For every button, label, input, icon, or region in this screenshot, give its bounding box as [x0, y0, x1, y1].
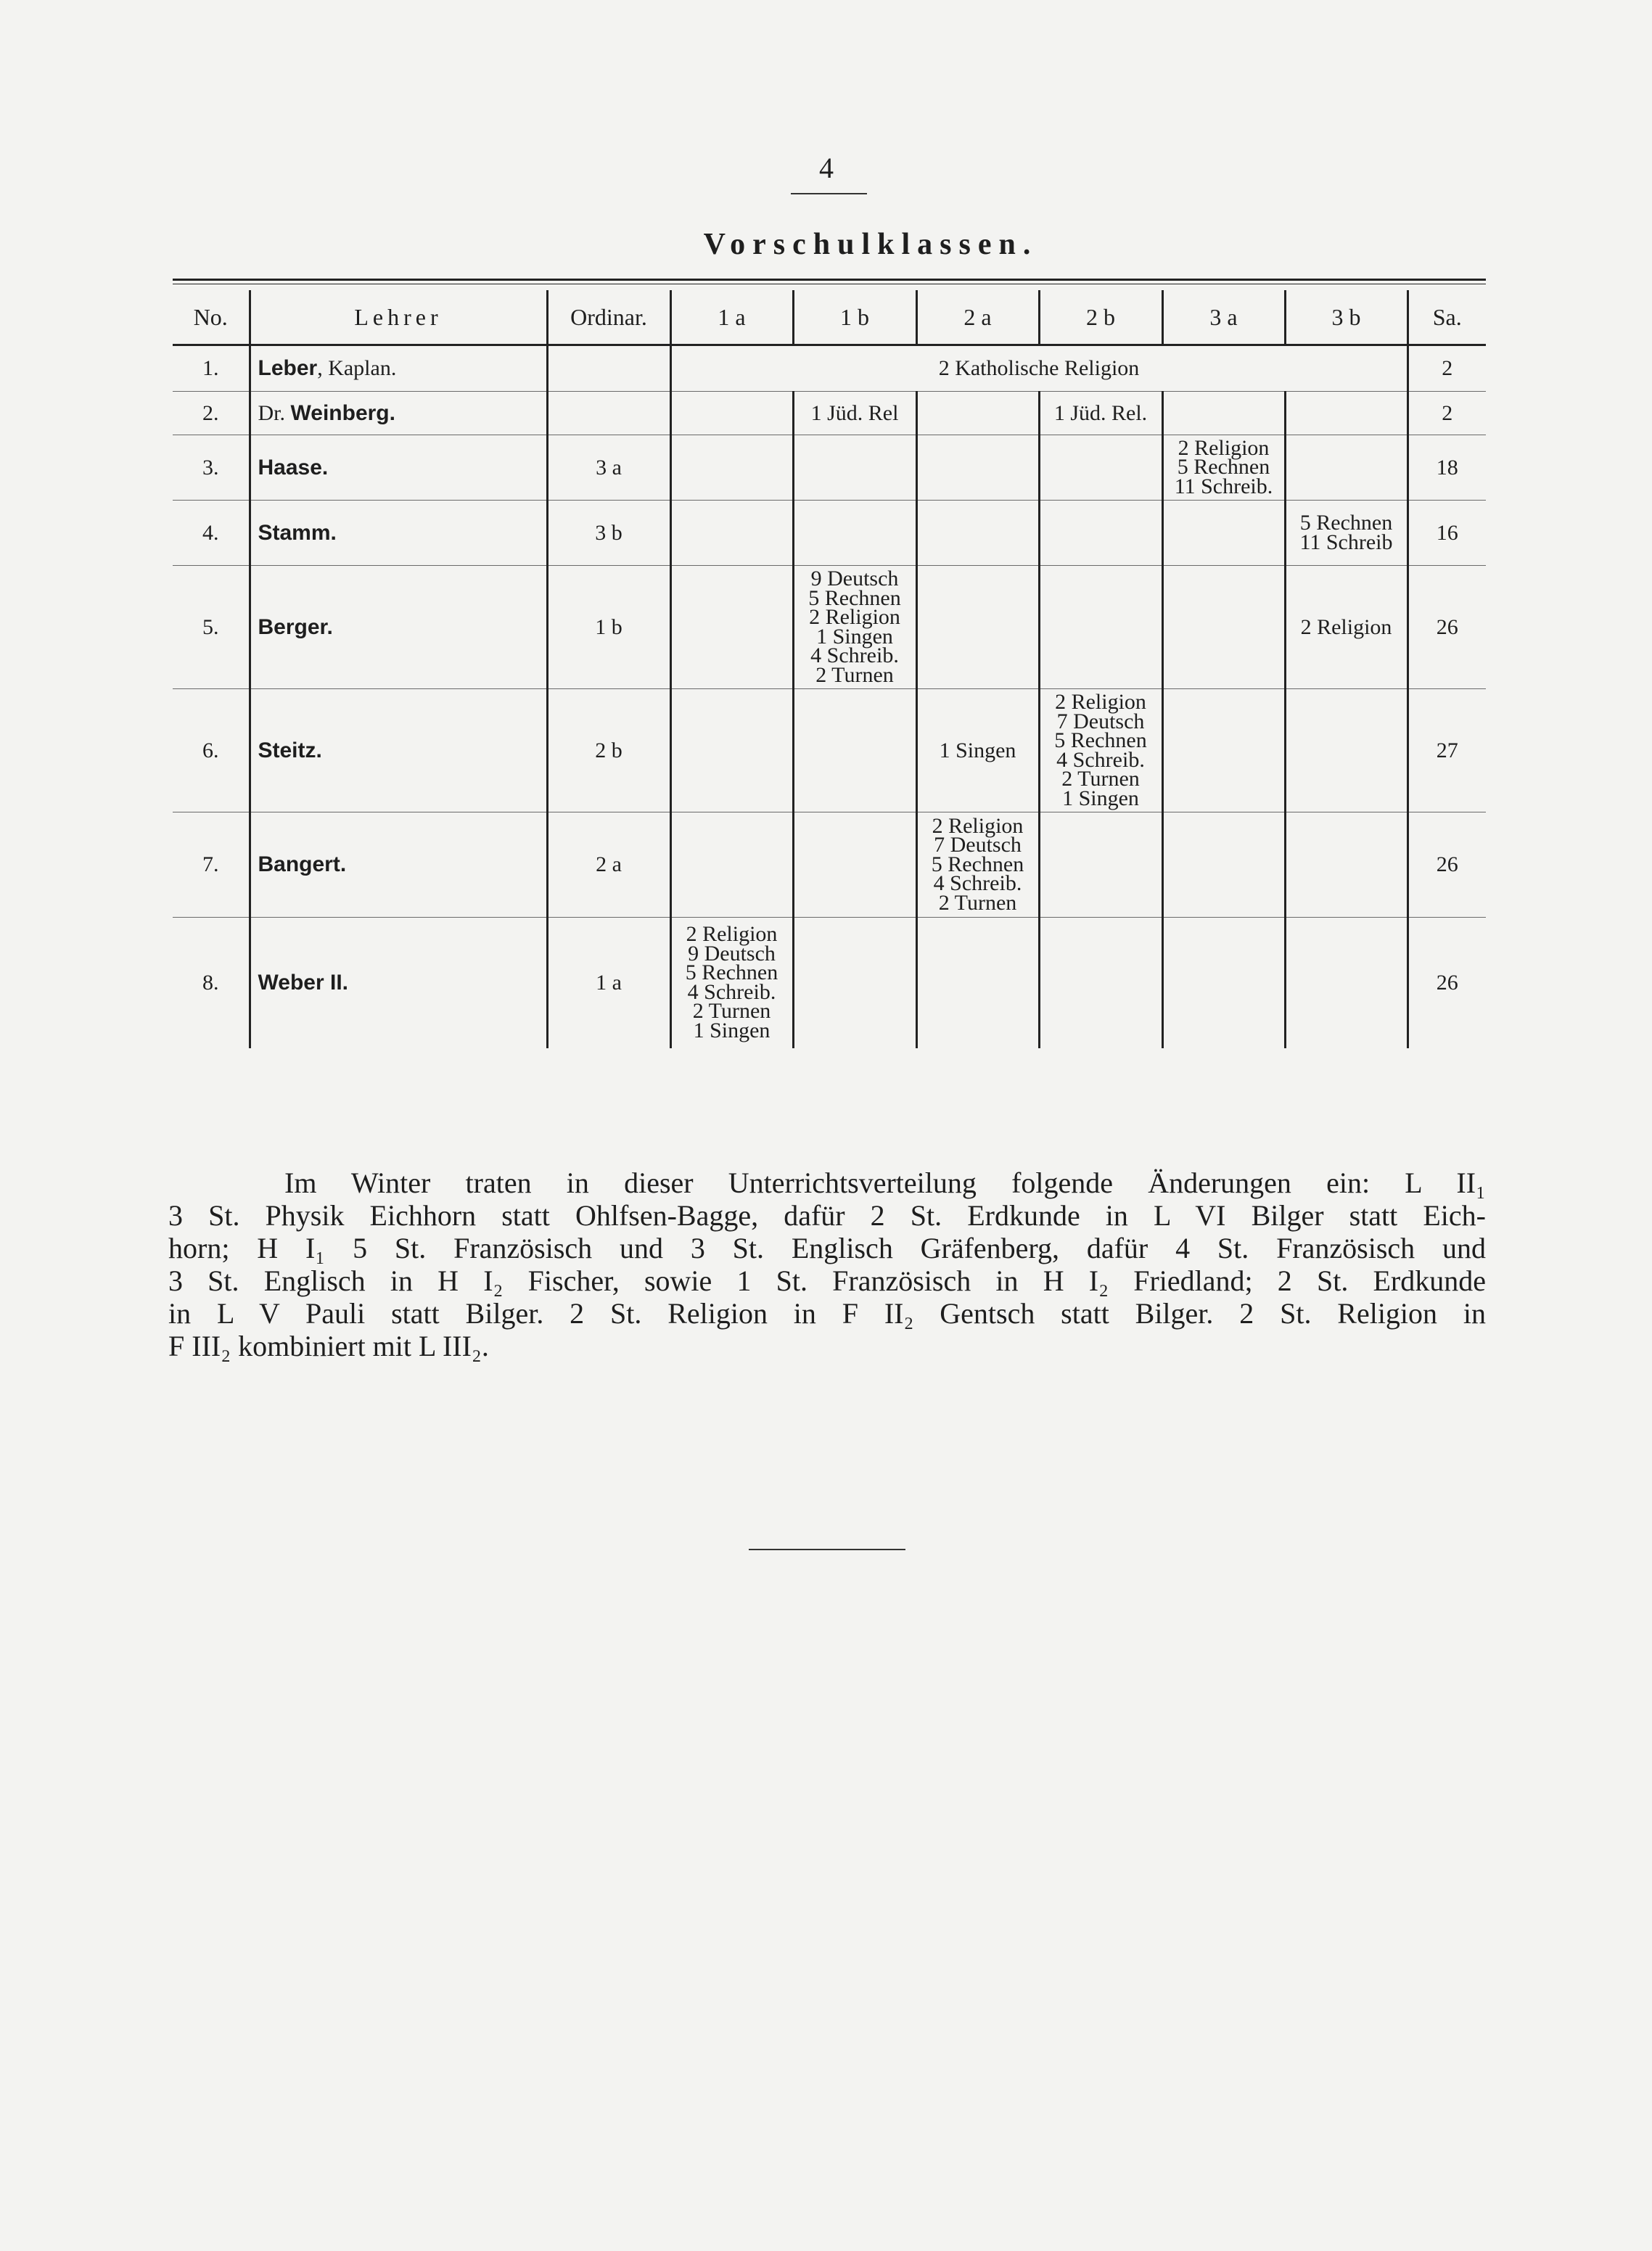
sum-cell: 26: [1408, 566, 1486, 689]
changes-paragraph: [168, 1166, 1486, 1362]
ordinar-cell: 3 a: [547, 435, 670, 501]
lesson-line: 9 Deutsch: [688, 941, 776, 966]
teacher-name: Haase.: [258, 455, 329, 480]
table-row: [173, 435, 1486, 501]
cell-3a: [1162, 918, 1285, 1048]
cell-3a: [1162, 435, 1285, 501]
teacher-name-cell: [250, 689, 547, 812]
teacher-name: Weber II.: [258, 970, 348, 995]
lesson-line: 2 Religion: [686, 922, 778, 947]
cell-1a: [670, 689, 793, 812]
cell-3b: [1285, 435, 1408, 501]
cell-2a: [916, 918, 1039, 1048]
cell-1b: [793, 689, 916, 812]
paragraph-line: Im Winter traten in dieser Unterrichtsverteilung folgende Änderungen ein: L II₁: [284, 1166, 1486, 1199]
lesson-line: 11 Schreib.: [1174, 474, 1273, 498]
header-2a: 2 a: [916, 290, 1039, 345]
lesson-line: 2 Turnen: [938, 890, 1017, 915]
lesson-line: 2 Turnen: [692, 999, 771, 1024]
lesson-line: 5 Rechnen: [1177, 455, 1270, 480]
cell-2b: [1039, 435, 1162, 501]
sum-cell: 18: [1408, 435, 1486, 501]
teacher-name-cell: [250, 566, 547, 689]
table-row: [173, 918, 1486, 1048]
cell-3b: 2 Religion: [1285, 566, 1408, 689]
cell-1b: [793, 566, 916, 689]
lesson-line: 1 Singen: [1062, 786, 1139, 810]
lesson-line: 1 Singen: [693, 1018, 770, 1042]
lesson-line: 5 Rechnen: [685, 960, 778, 985]
sum-cell: 27: [1408, 689, 1486, 812]
table-top-rule: [173, 279, 1486, 281]
sum-cell: 26: [1408, 918, 1486, 1048]
table-row: [173, 392, 1486, 435]
page-number-rule: [791, 193, 867, 194]
cell-1b: [793, 435, 916, 501]
header-3a: 3 a: [1162, 290, 1285, 345]
header-3b: 3 b: [1285, 290, 1408, 345]
lesson-line: 2 Turnen: [815, 662, 894, 687]
page-number: 4: [819, 152, 834, 184]
table-row: [173, 566, 1486, 689]
lesson-line: 4 Schreib.: [810, 643, 899, 667]
header-lehrer: Lehrer: [250, 290, 547, 345]
cell-2b: [1039, 501, 1162, 566]
row-no: 8.: [173, 918, 250, 1048]
lesson-line: 2 Turnen: [1061, 767, 1140, 791]
lesson-line: 2 Religion: [809, 605, 900, 629]
teacher-name: Steitz.: [258, 738, 322, 762]
teacher-name-cell: [250, 918, 547, 1048]
cell-1a: [670, 435, 793, 501]
sum-cell: 2: [1408, 345, 1486, 392]
header-sa: Sa.: [1408, 290, 1486, 345]
row-no: 2.: [173, 392, 250, 435]
lesson-line: 2 Religion: [1055, 690, 1146, 714]
cell-2b: [1039, 918, 1162, 1048]
cell-2b: [1039, 566, 1162, 689]
cell-2a: [916, 566, 1039, 689]
ordinar-cell: 2 b: [547, 689, 670, 812]
lesson-line: 7 Deutsch: [934, 833, 1022, 857]
teacher-name: Weinberg.: [290, 400, 395, 425]
cell-1b: [793, 812, 916, 918]
teacher-title: Dr.: [258, 400, 285, 425]
lesson-line: 4 Schreib.: [687, 979, 776, 1004]
header-ordinar: Ordinar.: [547, 290, 670, 345]
ordinar-cell: 2 a: [547, 812, 670, 918]
cell-1a: [670, 812, 793, 918]
sum-cell: 2: [1408, 392, 1486, 435]
paragraph-line: F III₂ kombiniert mit L III₂.: [168, 1330, 489, 1362]
cell-2a: [916, 812, 1039, 918]
lesson-line: 5 Rechnen: [808, 585, 901, 610]
cell-1b: [793, 501, 916, 566]
sum-cell: 26: [1408, 812, 1486, 918]
row-no: 6.: [173, 689, 250, 812]
lesson-line: 7 Deutsch: [1056, 709, 1145, 733]
lesson-line: 5 Rechnen: [1299, 511, 1393, 535]
cell-1a: [670, 918, 793, 1048]
teacher-name-cell: [250, 392, 547, 435]
row-no: 4.: [173, 501, 250, 566]
paragraph-line: horn; H I₁ 5 St. Französisch und 3 St. Englisch Gräfenberg, dafür 4 St. Französisch und: [168, 1232, 1486, 1264]
cell-2b: 1 Jüd. Rel.: [1039, 392, 1162, 435]
cell-2b: [1039, 812, 1162, 918]
lesson-line: 9 Deutsch: [810, 567, 899, 590]
lesson-line: 5 Rechnen: [1054, 728, 1147, 752]
teacher-suffix: , Kaplan.: [317, 356, 397, 380]
lesson-line: 2 Religion: [1178, 435, 1270, 460]
ordinar-cell: 3 b: [547, 501, 670, 566]
cell-1b: 1 Jüd. Rel: [793, 392, 916, 435]
cell-3a: [1162, 392, 1285, 435]
lesson-line: 11 Schreib: [1299, 530, 1393, 554]
header-no: No.: [173, 290, 250, 345]
cell-2b: [1039, 689, 1162, 812]
row-no: 1.: [173, 345, 250, 392]
end-rule: [749, 1549, 905, 1550]
paragraph-line: in L V Pauli statt Bilger. 2 St. Religion in F II₂ Gentsch statt Bilger. 2 St. Religion in: [168, 1297, 1486, 1330]
lesson-line: 2 Religion: [932, 813, 1024, 838]
cell-3b: [1285, 689, 1408, 812]
cell-3a: [1162, 812, 1285, 918]
schedule-table: [173, 290, 1486, 1048]
header-2b: 2 b: [1039, 290, 1162, 345]
ordinar-cell: [547, 392, 670, 435]
teacher-name: Leber: [258, 356, 318, 380]
table-row: [173, 501, 1486, 566]
cell-3a: [1162, 566, 1285, 689]
teacher-name-cell: [250, 435, 547, 501]
sum-cell: 16: [1408, 501, 1486, 566]
cell-1a: [670, 501, 793, 566]
cell-2a: [916, 501, 1039, 566]
cell-3b: [1285, 392, 1408, 435]
row-no: 3.: [173, 435, 250, 501]
table-row: [173, 812, 1486, 918]
lesson-line: 5 Rechnen: [931, 852, 1024, 876]
ordinar-cell: 1 a: [547, 918, 670, 1048]
row-no: 7.: [173, 812, 250, 918]
teacher-name: Berger.: [258, 614, 333, 639]
teacher-name-cell: [250, 812, 547, 918]
cell-2a: [916, 435, 1039, 501]
cell-1a: [670, 392, 793, 435]
teacher-name-cell: [250, 501, 547, 566]
cell-3b: [1285, 812, 1408, 918]
cell-3b: [1285, 918, 1408, 1048]
lesson-line: 4 Schreib.: [1056, 747, 1145, 772]
paragraph-line: 3 St. Physik Eichhorn statt Ohlfsen-Bagge, dafür 2 St. Erdkunde in L VI Bilger statt Eich-: [168, 1199, 1486, 1232]
table-header-row: [173, 290, 1486, 345]
ordinar-cell: 1 b: [547, 566, 670, 689]
paragraph-line: 3 St. Englisch in H I₂ Fischer, sowie 1 St. Französisch in H I₂ Friedland; 2 St. Erdkunde: [168, 1264, 1486, 1297]
table-row: [173, 689, 1486, 812]
header-1b: 1 b: [793, 290, 916, 345]
cell-1a: [670, 566, 793, 689]
cell-2a: 1 Singen: [916, 689, 1039, 812]
row-no: 5.: [173, 566, 250, 689]
teacher-name: Stamm.: [258, 520, 337, 545]
teacher-name-cell: [250, 345, 547, 392]
section-title: Vorschulklassen.: [703, 228, 1038, 261]
cell-2a: [916, 392, 1039, 435]
teacher-name: Bangert.: [258, 852, 347, 876]
table-row: [173, 345, 1486, 392]
header-1a: 1 a: [670, 290, 793, 345]
ordinar-cell: [547, 345, 670, 392]
lesson-line: 4 Schreib.: [933, 871, 1022, 896]
cell-3b: [1285, 501, 1408, 566]
lesson-line: 1 Singen: [816, 624, 893, 649]
cell-3a: [1162, 501, 1285, 566]
span-cell-katholische-religion: 2 Katholische Religion: [670, 345, 1408, 392]
cell-3a: [1162, 689, 1285, 812]
cell-1b: [793, 918, 916, 1048]
